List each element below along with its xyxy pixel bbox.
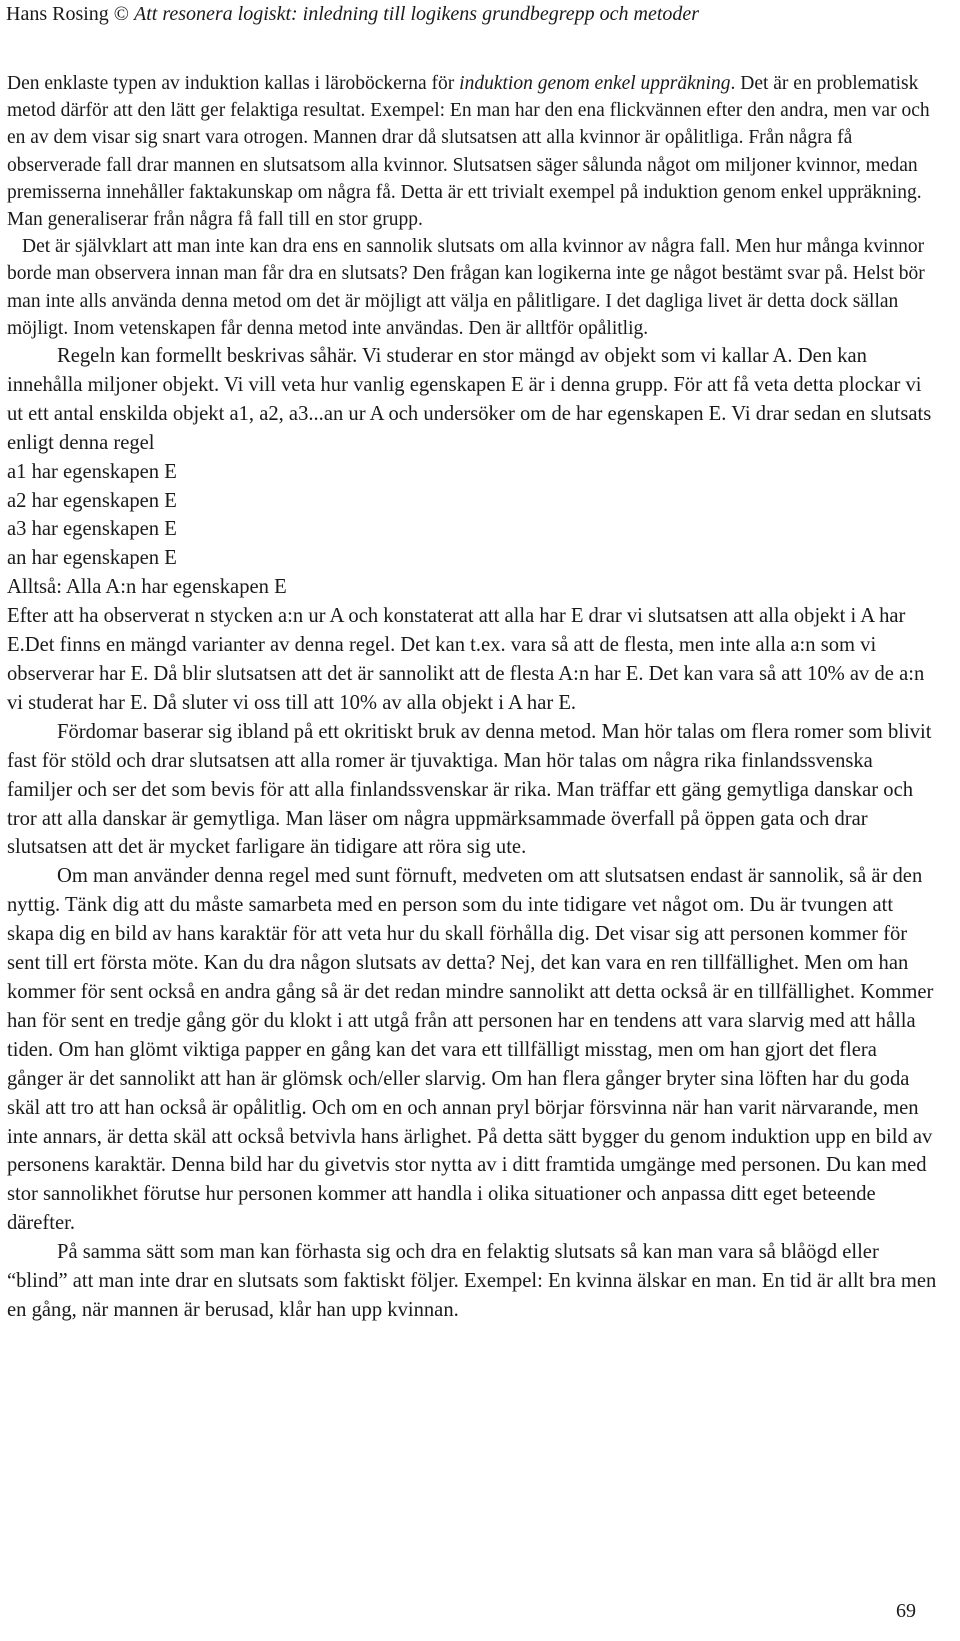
rule-line: a3 har egenskapen E bbox=[7, 518, 177, 541]
page-number: 69 bbox=[896, 1600, 916, 1622]
paragraph-sample-size: Det är självklart att man inte kan dra ens en sannolik slutsats om alla kvinnor av några fall. Men hur många kvinnor borde man observera innan man får dra en slutsats? Den frågan kan logikerna inte ge något bestämt svar på. Helst bör man inte alls använda denna metod om det är möjligt att välja en pålitligare. I det dagliga livet är detta dock sällan möjligt. Inom vetenskapen får denna metod inte användas. Den är alltför opålitlig. bbox=[7, 236, 925, 339]
rule-line: a1 har egenskapen E bbox=[7, 460, 177, 483]
paragraph-blind: På samma sätt som man kan förhasta sig och dra en felaktig slutsats så kan man vara så blåögd eller “blind” att man inte drar en slutsats som faktiskt följer. Exempel: En kvinna älskar en man. En tid är allt bra men en gång, när mannen är berusad, klår han upp kvinnan. bbox=[7, 1241, 937, 1321]
emphasis-term: induktion genom enkel uppräkning bbox=[459, 73, 731, 94]
running-header bbox=[6, 1, 936, 27]
header-author: Hans Rosing © bbox=[6, 3, 134, 25]
rule-conclusion: Alltså: Alla A:n har egenskapen E bbox=[7, 576, 287, 599]
rule-line: an har egenskapen E bbox=[7, 547, 177, 570]
paragraph-prejudice: Fördomar baserar sig ibland på ett okritiskt bruk av denna metod. Man hör talas om flera romer som blivit fast för stöld och drar slutsatsen att alla romer är tjuvaktiga. Man hör talas om några rika finlandssvenska familjer och ser det som bevis för att alla finlandssvenskar är rika. Man träffar ett gäng gemytliga danskar och tror att alla danskar är gemytliga. Man läser om några uppmärksammade överfall på öppen gata och drar slutsatsen att det är mycket farligare än tidigare att röra sig ute. bbox=[7, 720, 932, 859]
header-title: Att resonera logiskt: inledning till logikens grundbegrepp och metoder bbox=[133, 3, 700, 25]
rule-line: a2 har egenskapen E bbox=[7, 489, 177, 512]
paragraph-common-sense: Om man använder denna regel med sunt förnuft, medveten om att slutsatsen endast är sannolik, så är den nyttig. Tänk dig att du måste samarbeta med en person som du inte tidigare vet något om. Du är tvungen att skapa dig en bild av hans karaktär för att veta hur du skall förhålla dig. Det visar sig att personen kommer för sent till ert första möte. Kan du dra någon slutsats av detta? Nej, det kan vara en ren tillfällighet. Men om han kommer för sent också en andra gång så är det redan mindre sannolikt att detta också är en tillfällighet. Kommer han för sent en tredje gång gör du klokt i att utgå från att personen har en tendens att vara slarvig med att hålla tiden. Om han glömt viktiga papper en gång kan det vara ett tillfälligt misstag, men om han gjort det flera gånger är det sannolikt att han är glömsk och/eller slarvig. Om han flera gånger bryter sina löften har du goda skäl att tro att han också är opålitlig. Och om en och annan pryl börjar försvinna när han varit närvarande, men inte annars, är detta skäl att också betvivla hans ärlighet. På detta sätt bygger du genom induktion upp en bild av personens karaktär. Denna bild har du givetvis stor nytta av i ditt framtida umgänge med personen. Du kan med stor sannolikhet förutse hur personen kommer att handla i olika situationer och anpassa ditt eget beteende därefter. bbox=[7, 865, 934, 1235]
paragraph-variants: Efter att ha observerat n stycken a:n ur A och konstaterat att alla har E drar vi slutsatsen att alla objekt i A har E.Det finns en mängd varianter av denna regel. Det kan t.ex. vara så att de flesta, men inte alla a:n som vi observerar har E. Då blir slutsatsen att det är sannolikt att de flesta A:n har E. Det kan vara så att 10% av de a:n vi studerat har E. Då sluter vi oss till att 10% av alla objekt i A har E. bbox=[7, 605, 925, 714]
paragraph-induction-intro: Den enklaste typen av induktion kallas i läroböckerna för induktion genom enkel uppräkning. Det är en problematisk metod därför att den lätt ger felaktiga resultat. Exempel: En man har den ena flickvännen efter den andra, men var och en av dem visar sig snart vara otrogen. Mannen drar då slutsatsen att alla kvinnor är opålitliga. Från några få observerade fall drar mannen en slutsatsom alla kvinnor. Slutsatsen säger sålunda något om miljoner kvinnor, medan premisserna innehåller faktakunskap om några få. Detta är ett trivialt exempel på induktion genom enkel uppräkning. Man generaliserar från några få fall till en stor grupp. bbox=[7, 73, 930, 231]
paragraph-formal-rule: Regeln kan formellt beskrivas såhär. Vi studerar en stor mängd av objekt som vi kallar A. Den kan innehålla miljoner objekt. Vi vill veta hur vanlig egenskapen E är i denna grupp. För att få veta detta plockar vi ut ett antal enskilda objekt a1, a2, a3...an ur A och undersöker om de har egenskapen E. Vi drar sedan en slutsats enligt denna regel bbox=[7, 345, 932, 454]
rule-schema bbox=[7, 458, 937, 603]
body-text bbox=[7, 70, 937, 1325]
